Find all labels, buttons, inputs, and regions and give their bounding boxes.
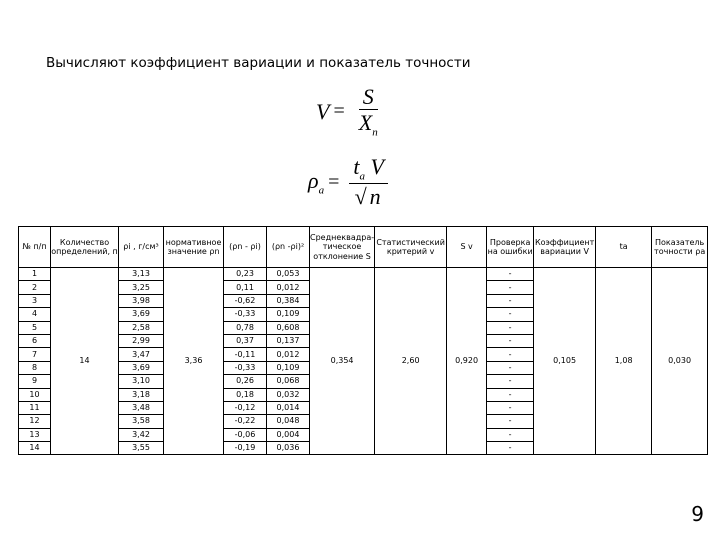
header-diff-sq: (ρn -ρi)² xyxy=(267,227,310,268)
cell-diff-sq: 0,036 xyxy=(267,442,310,455)
table-header-row xyxy=(19,227,708,268)
cell-diff-sq: 0,004 xyxy=(267,428,310,441)
page-number: 9 xyxy=(691,502,704,526)
cell-check: - xyxy=(487,281,534,294)
cell-diff: 0,18 xyxy=(224,388,267,401)
cell-diff-sq: 0,012 xyxy=(267,348,310,361)
header-sv: S v xyxy=(447,227,487,268)
formula-variation-coefficient xyxy=(316,84,382,140)
cell-check: - xyxy=(487,361,534,374)
cell-diff: -0,11 xyxy=(224,348,267,361)
formula2-den-var: n xyxy=(369,184,381,210)
formula2-numerator xyxy=(349,154,388,184)
cell-check: - xyxy=(487,375,534,388)
cell-diff: -0,33 xyxy=(224,361,267,374)
cell-check: - xyxy=(487,294,534,307)
cell-diff-sq: 0,608 xyxy=(267,321,310,334)
header-stat: Статистический критерий v xyxy=(375,227,447,268)
cell-check: - xyxy=(487,321,534,334)
cell-index: 8 xyxy=(19,361,51,374)
header-rho-i: ρi , г/см³ xyxy=(119,227,164,268)
cell-index: 11 xyxy=(19,401,51,414)
cell-index: 3 xyxy=(19,294,51,307)
cell-index: 1 xyxy=(19,268,51,281)
cell-check: - xyxy=(487,442,534,455)
cell-diff-sq: 0,384 xyxy=(267,294,310,307)
calculation-table xyxy=(18,226,708,455)
formula2-num-v: V xyxy=(370,154,384,179)
cell-check: - xyxy=(487,388,534,401)
header-diff: (ρn - ρi) xyxy=(224,227,267,268)
cell-diff: 0,11 xyxy=(224,281,267,294)
header-coef: Коэффициент вариации V xyxy=(534,227,596,268)
header-accuracy: Показатель точности ρa xyxy=(652,227,708,268)
cell-check: - xyxy=(487,268,534,281)
formula1-eq: = xyxy=(333,100,345,123)
table-row xyxy=(19,268,708,281)
cell-std-dev: 0,354 xyxy=(310,268,375,455)
cell-check: - xyxy=(487,428,534,441)
formula2-denominator: √ n xyxy=(354,184,381,210)
cell-index: 14 xyxy=(19,442,51,455)
cell-diff: 0,23 xyxy=(224,268,267,281)
cell-index: 2 xyxy=(19,281,51,294)
cell-check: - xyxy=(487,334,534,347)
formula2-lhs xyxy=(308,168,324,196)
cell-index: 12 xyxy=(19,415,51,428)
cell-accuracy: 0,030 xyxy=(652,268,708,455)
cell-diff: -0,19 xyxy=(224,442,267,455)
cell-rho-i: 2,58 xyxy=(119,321,164,334)
cell-diff-sq: 0,012 xyxy=(267,281,310,294)
formula1-den-sub: n xyxy=(372,126,378,139)
formula1-lhs: V xyxy=(316,98,330,124)
formula2-lhs-sub: a xyxy=(318,184,325,197)
cell-diff-sq: 0,032 xyxy=(267,388,310,401)
cell-diff-sq: 0,109 xyxy=(267,361,310,374)
cell-rho-i: 3,55 xyxy=(119,442,164,455)
cell-check: - xyxy=(487,348,534,361)
header-std-dev: Среднеквадра-тическое отклонение S xyxy=(310,227,375,268)
cell-count: 14 xyxy=(51,268,119,455)
cell-rho-i: 3,58 xyxy=(119,415,164,428)
cell-diff: -0,22 xyxy=(224,415,267,428)
cell-diff: -0,33 xyxy=(224,308,267,321)
cell-rho-i: 3,98 xyxy=(119,294,164,307)
cell-diff-sq: 0,014 xyxy=(267,401,310,414)
formula2-num-t-sub: a xyxy=(359,170,365,183)
cell-diff-sq: 0,068 xyxy=(267,375,310,388)
cell-diff: -0,62 xyxy=(224,294,267,307)
cell-diff: 0,26 xyxy=(224,375,267,388)
formula2-lhs-var: ρ xyxy=(308,168,319,194)
cell-diff-sq: 0,137 xyxy=(267,334,310,347)
header-normative: нормативное значение ρn xyxy=(164,227,224,268)
cell-diff: 0,78 xyxy=(224,321,267,334)
cell-diff-sq: 0,048 xyxy=(267,415,310,428)
header-ta: ta xyxy=(596,227,652,268)
formula1-denominator xyxy=(355,110,382,140)
cell-check: - xyxy=(487,415,534,428)
formula-accuracy xyxy=(308,154,388,210)
cell-coef: 0,105 xyxy=(534,268,596,455)
cell-diff-sq: 0,053 xyxy=(267,268,310,281)
formula1-den-var: X xyxy=(358,110,373,136)
cell-index: 13 xyxy=(19,428,51,441)
cell-diff-sq: 0,109 xyxy=(267,308,310,321)
cell-diff: 0,37 xyxy=(224,334,267,347)
cell-rho-i: 3,42 xyxy=(119,428,164,441)
header-check: Проверка на ошибки xyxy=(487,227,534,268)
cell-rho-i: 3,48 xyxy=(119,401,164,414)
formula2-fraction xyxy=(349,154,388,210)
formula2-num-t: t xyxy=(353,154,360,179)
cell-rho-i: 3,25 xyxy=(119,281,164,294)
slide-title: Вычисляют коэффициент вариации и показатель точности xyxy=(46,55,471,71)
cell-ta: 1,08 xyxy=(596,268,652,455)
formula2-eq: = xyxy=(328,170,340,193)
cell-rho-i: 3,10 xyxy=(119,375,164,388)
cell-diff: -0,12 xyxy=(224,401,267,414)
cell-rho-i: 3,18 xyxy=(119,388,164,401)
cell-index: 4 xyxy=(19,308,51,321)
cell-rho-i: 3,69 xyxy=(119,361,164,374)
cell-index: 7 xyxy=(19,348,51,361)
cell-index: 6 xyxy=(19,334,51,347)
formula1-numerator: S xyxy=(359,84,378,110)
header-index: № п/п xyxy=(19,227,51,268)
cell-rho-i: 3,13 xyxy=(119,268,164,281)
formula1-fraction xyxy=(355,84,382,140)
cell-check: - xyxy=(487,308,534,321)
cell-index: 9 xyxy=(19,375,51,388)
cell-stat: 2,60 xyxy=(375,268,447,455)
cell-rho-i: 3,69 xyxy=(119,308,164,321)
cell-rho-i: 3,47 xyxy=(119,348,164,361)
cell-index: 10 xyxy=(19,388,51,401)
cell-diff: -0,06 xyxy=(224,428,267,441)
cell-index: 5 xyxy=(19,321,51,334)
cell-rho-i: 2,99 xyxy=(119,334,164,347)
header-count: Количество определений, п xyxy=(51,227,119,268)
cell-sv: 0,920 xyxy=(447,268,487,455)
cell-check: - xyxy=(487,401,534,414)
cell-normative: 3,36 xyxy=(164,268,224,455)
